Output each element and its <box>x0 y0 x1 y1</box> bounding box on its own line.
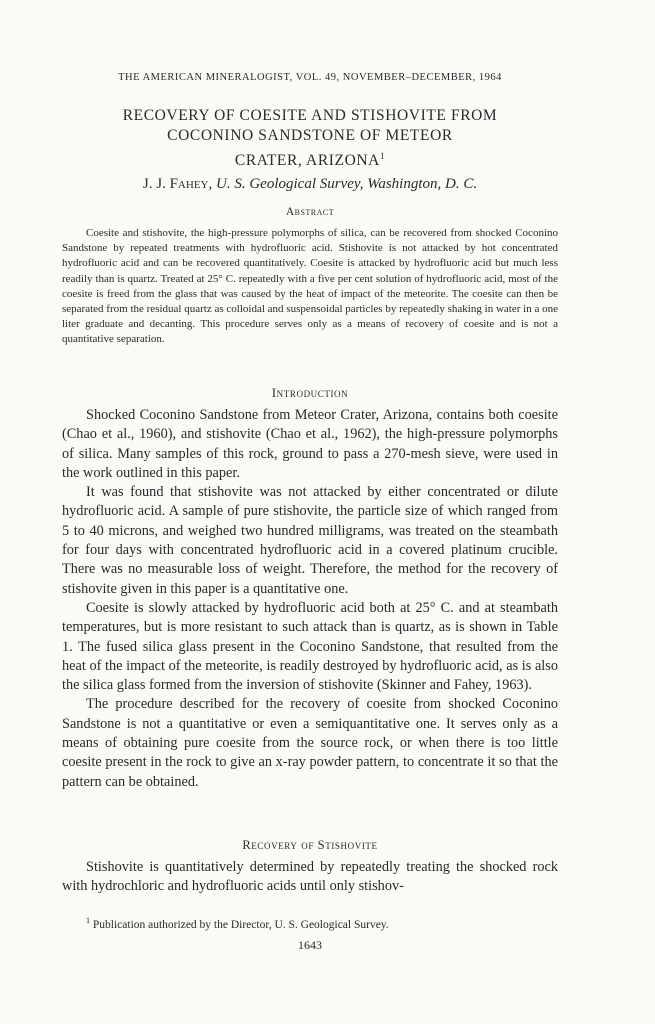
author-initials: J. J. <box>142 176 170 192</box>
author-surname: Fahey <box>169 176 209 192</box>
footnote <box>86 916 558 931</box>
abstract-text: Coesite and stishovite, the high-pressure polymorphs of silica, can be recovered from shocked Coconino Sandstone by repeated treatments with hydrofluoric acid. Stishovite is not attacked by hot concentrated hydrofluoric acid and can be recovered quantitatively. Coesite is attacked by hydrofluoric acid but much less readily than is quartz. Treated at 25° C. repeatedly with a five per cent solution of hydrofluoric acid, most of the coesite is freed from the glass that was caused by the heat of impact of the meteorite. The coesite can then be separated from the residual quartz as colloidal and suspensoidal particles by repeatedly shaking in water in a one liter graduate and decanting. This procedure serves only as a means of recovery of coesite and is not a quantitative separation. <box>62 227 558 346</box>
abstract-heading: Abstract <box>285 206 335 218</box>
introduction-paragraph-3: Coesite is slowly attacked by hydrofluoric acid both at 25° C. and at steambath temperatures, but is more resistant to such attack than is quartz, as is shown in Table 1. The fused silica glass present in the Coconino Sandstone, that resulted from the heat of the impact of the meteorite, is readily destroyed by hydrofluoric acid, as is also the silica glass formed from the inversion of stishovite (Skinner and Fahey, 1963). <box>62 599 558 694</box>
recovery-stishovite-paragraph-1: Stishovite is quantitatively determined by repeatedly treating the shocked rock with hydrochloric and hydrofluoric acids until only stishov- <box>62 859 558 895</box>
title-line-3-text: CRATER, ARIZONA <box>234 152 380 170</box>
footnote-mark: 1 <box>86 916 90 925</box>
title-line-2: COCONINO SANDSTONE OF METEOR <box>167 127 453 144</box>
page-number: 1643 <box>298 938 322 952</box>
introduction-paragraph-2: It was found that stishovite was not attacked by either concentrated or dilute hydrofluoric acid. A sample of pure stishovite, the particle size of which ranged from 5 to 40 microns, and weighed two hundred milligrams, was treated on the steambath for four days with concentrated hydrofluoric acid in a covered platinum crucible. There was no measurable loss of weight. Therefore, the method for the recovery of stishovite given in this paper is a quantitative one. <box>62 484 558 597</box>
recovery-stishovite-heading: Recovery of Stishovite <box>242 838 378 852</box>
author-byline <box>62 176 558 193</box>
author-affiliation: , U. S. Geological Survey, Washington, D. C. <box>208 176 478 192</box>
title-line-3 <box>62 146 558 171</box>
article-title <box>62 106 558 171</box>
footnote-text: Publication authorized by the Director, U. S. Geological Survey. <box>90 918 389 931</box>
recovery-stishovite-body <box>62 858 558 897</box>
introduction-paragraph-4: The procedure described for the recovery of coesite from shocked Coconino Sandstone is not a quantitative or even a semiquantitative one. It serves only as a means of obtaining pure coesite from the source rock, or when there is too little coesite present in the rock to give an x-ray powder pattern, to concentrate it so that the pattern can be obtained. <box>62 696 558 790</box>
introduction-paragraph-1: Shocked Coconino Sandstone from Meteor Crater, Arizona, contains both coesite (Chao et al., 1960), and stishovite (Chao et al., 1962), the high-pressure polymorphs of silica. Many samples of this rock, ground to pass a 270-mesh sieve, were used in the work outlined in this paper. <box>62 407 558 481</box>
title-footnote-mark: 1 <box>379 151 386 161</box>
title-line-1: RECOVERY OF COESITE AND STISHOVITE FROM <box>122 107 498 124</box>
running-head: THE AMERICAN MINERALOGIST, VOL. 49, NOVEMBER–DECEMBER, 1964 <box>118 72 502 83</box>
introduction-body <box>62 406 558 792</box>
introduction-heading: Introduction <box>271 385 349 400</box>
